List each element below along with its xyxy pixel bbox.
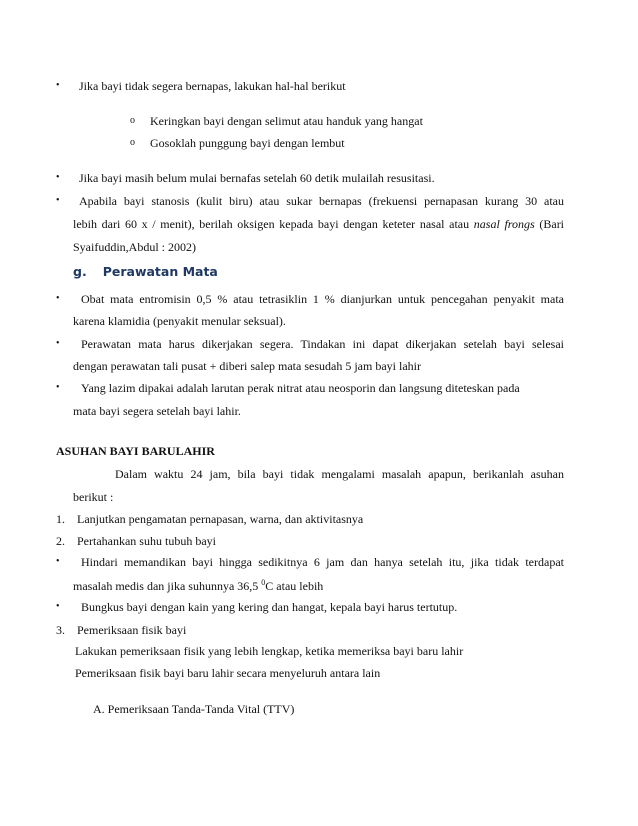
- list-item-text: A. Pemeriksaan Tanda-Tanda Vital (TTV): [93, 702, 295, 716]
- bullet-text: Bungkus bayi dengan kain yang kering dan hangat, kepala bayi harus tertutup.: [81, 600, 458, 614]
- bullet-text: Syaifuddin,Abdul : 2002): [73, 240, 196, 254]
- bullet-text: Jika bayi masih belum mulai bernafas setelah 60 detik mulailah resusitasi.: [79, 171, 435, 185]
- bullet-icon: •: [56, 293, 60, 304]
- bullet-text: karena klamidia (penyakit menular seksual).: [73, 314, 286, 328]
- bullet-text: Apabila bayi stanosis (kulit biru) atau sukar bernapas (frekuensi pernapasan kurang 30 atau: [79, 194, 564, 208]
- bullet-icon: •: [56, 338, 60, 349]
- bullet-text: mata bayi segera setelah bayi lahir.: [73, 404, 241, 418]
- list-item-text: Lanjutkan pengamatan pernapasan, warna, dan aktivitasnya: [77, 512, 364, 526]
- bullet-icon: •: [56, 382, 60, 393]
- bullet-text: Yang lazim dipakai adalah larutan perak nitrat atau neosporin dan langsung diteteskan pada: [81, 381, 520, 395]
- list-item-text: Pemeriksaan fisik bayi: [77, 623, 187, 637]
- section-title: ASUHAN BAYI BARULAHIR: [56, 444, 215, 458]
- circle-bullet-icon: o: [130, 115, 135, 126]
- bullet-icon: •: [56, 601, 60, 612]
- paragraph-text: Lakukan pemeriksaan fisik yang lebih lengkap, ketika memeriksa bayi baru lahir: [75, 644, 464, 658]
- list-number: 3.: [56, 623, 65, 637]
- bullet-icon: •: [56, 556, 60, 567]
- bullet-icon: •: [56, 195, 60, 206]
- sub-item-text: Keringkan bayi dengan selimut atau handuk yang hangat: [150, 114, 423, 128]
- paragraph-text: Dalam waktu 24 jam, bila bayi tidak mengalami masalah apapun, berikanlah asuhan: [115, 467, 564, 481]
- bullet-text: lebih dari 60 x / menit), berilah oksigen kepada bayi dengan keteter nasal atau nasal frongs (Bari: [73, 217, 565, 231]
- paragraph-text: Pemeriksaan fisik bayi baru lahir secara menyeluruh antara lain: [75, 666, 381, 680]
- section-heading: g. Perawatan Mata: [73, 264, 218, 279]
- bullet-text: Hindari memandikan bayi hingga sedikitnya 6 jam dan hanya setelah itu, jika tidak terdapat: [81, 555, 564, 569]
- bullet-text: masalah medis dan jika suhunnya 36,5 $^0$C atau lebih: [73, 578, 324, 593]
- circle-bullet-icon: o: [130, 137, 135, 148]
- bullet-icon: •: [56, 80, 60, 91]
- list-number: 2.: [56, 534, 65, 548]
- bullet-text: dengan perawatan tali pusat + diberi salep mata sesudah 5 jam bayi lahir: [73, 359, 421, 373]
- bullet-text: Jika bayi tidak segera bernapas, lakukan hal-hal berikut: [79, 79, 346, 93]
- sub-item-text: Gosoklah punggung bayi dengan lembut: [150, 136, 345, 150]
- list-number: 1.: [56, 512, 65, 526]
- bullet-icon: •: [56, 172, 60, 183]
- bullet-text: Obat mata entromisin 0,5 % atau tetrasiklin 1 % dianjurkan untuk pencegahan penyakit mata: [81, 292, 564, 306]
- bullet-text: Perawatan mata harus dikerjakan segera. Tindakan ini dapat dikerjakan setelah bayi selesai: [81, 337, 564, 351]
- list-item-text: Pertahankan suhu tubuh bayi: [77, 534, 216, 548]
- paragraph-text: berikut :: [73, 490, 114, 504]
